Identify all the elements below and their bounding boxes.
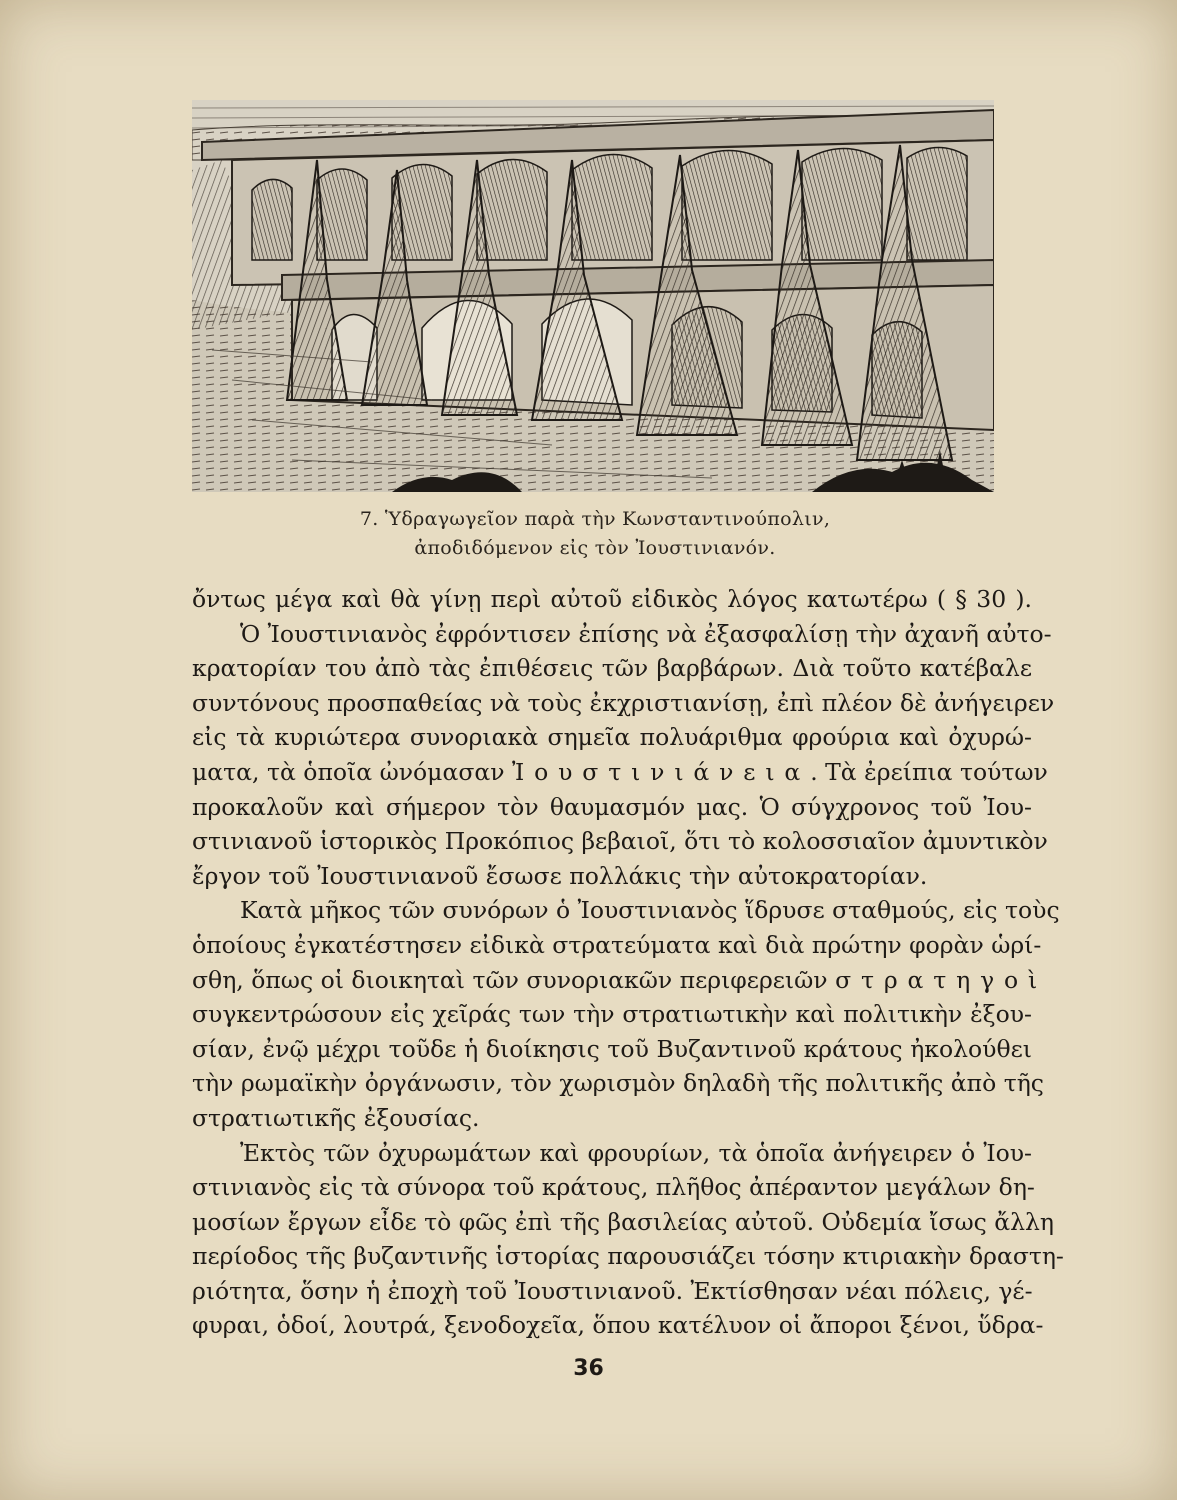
text-line: ἔργον τοῦ Ἰουστινιανοῦ ἔσωσε πολλάκις τὴν αὐτοκρατορίαν. xyxy=(192,861,928,890)
paragraph-3 xyxy=(192,1136,1064,1344)
text-segment: . Τὰ ἐρείπια τούτων xyxy=(810,757,1048,786)
text-line: συντόνους προσπαθείας νὰ τοὺς ἐκχριστιανίσῃ, ἐπὶ πλέον δὲ ἀνήγειρεν xyxy=(192,688,1055,717)
page-number: 36 xyxy=(573,1356,604,1381)
text-segment: σθη, ὅπως οἱ διοικηταὶ τῶν συνοριακῶν περιφερειῶν xyxy=(192,965,828,994)
text-line: στινιανοῦ ἱστορικὸς Προκόπιος βεβαιοῖ, ὅτι τὸ κολοσσιαῖον ἀμυντικὸν xyxy=(192,827,1048,856)
text-line: στινιανὸς εἰς τὰ σύνορα τοῦ κράτους, πλῆθος ἀπέραντον μεγάλων δη- xyxy=(192,1173,1035,1202)
text-line: ὁποίους ἐγκατέστησεν εἰδικὰ στρατεύματα καὶ διὰ πρώτην φορὰν ὡρί- xyxy=(192,930,1042,959)
text-segment: ματα, τὰ ὁποῖα ὠνόμασαν xyxy=(192,757,505,786)
aqueduct-drawing xyxy=(192,100,994,492)
paragraph-1 xyxy=(192,582,1055,893)
text-line: τὴν ρωμαϊκὴν ὀργάνωσιν, τὸν χωρισμὸν δηλαδὴ τῆς πολιτικῆς ἀπὸ τῆς xyxy=(192,1069,1044,1098)
spaced-term: Ἰουστινιάνεια xyxy=(512,757,811,786)
text-line: προκαλοῦν καὶ σήμερον τὸν θαυμασμόν μας. Ὁ σύγχρονος τοῦ Ἰου- xyxy=(192,792,1032,821)
spaced-term: στρατηγοὶ xyxy=(835,965,1048,994)
text-line xyxy=(192,963,1048,998)
text-line: εἰς τὰ κυριώτερα συνοριακὰ σημεῖα πολυάριθμα φρούρια καὶ ὀχυρώ- xyxy=(192,723,1032,752)
caption-line: ἀποδιδόμενον εἰς τὸν Ἰουστινιανόν. xyxy=(414,537,776,559)
text-line: φυραι, ὁδοί, λουτρά, ξενοδοχεῖα, ὅπου κατέλυον οἱ ἄποροι ξένοι, ὕδρα- xyxy=(192,1311,1044,1340)
text-line: ριότητα, ὅσην ἡ ἐποχὴ τοῦ Ἰουστινιανοῦ. Ἐκτίσθησαν νέαι πόλεις, γέ- xyxy=(192,1276,1033,1305)
text-line: συγκεντρώσουν εἰς χεῖράς των τὴν στρατιωτικὴν καὶ πολιτικὴν ἐξου- xyxy=(192,1000,1032,1029)
text-line: Ὁ Ἰουστινιανὸς ἐφρόντισεν ἐπίσης νὰ ἐξασφαλίσῃ τὴν ἀχανῆ αὐτο- xyxy=(240,619,1052,648)
text-line: ὄντως μέγα καὶ θὰ γίνῃ περὶ αὐτοῦ εἰδικὸς λόγος κατωτέρω ( § 30 ). xyxy=(192,585,1032,613)
caption-line: 7. Ὑδραγωγεῖον παρὰ τὴν Κωνσταντινούπολιν, xyxy=(359,508,831,530)
paragraph-2 xyxy=(192,893,1060,1135)
text-line: Ἐκτὸς τῶν ὀχυρωμάτων καὶ φρουρίων, τὰ ὁποῖα ἀνήγειρεν ὁ Ἰου- xyxy=(240,1138,1032,1167)
text-line: κρατορίαν του ἀπὸ τὰς ἐπιθέσεις τῶν βαρβάρων. Διὰ τοῦτο κατέβαλε xyxy=(192,654,1032,683)
aqueduct-illustration xyxy=(192,100,994,492)
text-line: σίαν, ἐνῷ μέχρι τοῦδε ἡ διοίκησις τοῦ Βυζαντινοῦ κράτους ἠκολούθει xyxy=(192,1034,1032,1063)
text-line xyxy=(192,755,1048,790)
text-line: περίοδος τῆς βυζαντινῆς ἱστορίας παρουσιάζει τόσην κτιριακὴν δραστη- xyxy=(192,1242,1064,1271)
body-text xyxy=(192,582,1064,1343)
text-line: μοσίων ἔργων εἶδε τὸ φῶς ἐπὶ τῆς βασιλείας αὐτοῦ. Οὐδεμία ἴσως ἄλλη xyxy=(192,1207,1054,1236)
text-line: Κατὰ μῆκος τῶν συνόρων ὁ Ἰουστινιανὸς ἵδρυσε σταθμούς, εἰς τοὺς xyxy=(240,896,1060,925)
text-line: στρατιωτικῆς ἐξουσίας. xyxy=(192,1103,480,1132)
figure-caption xyxy=(250,505,940,563)
